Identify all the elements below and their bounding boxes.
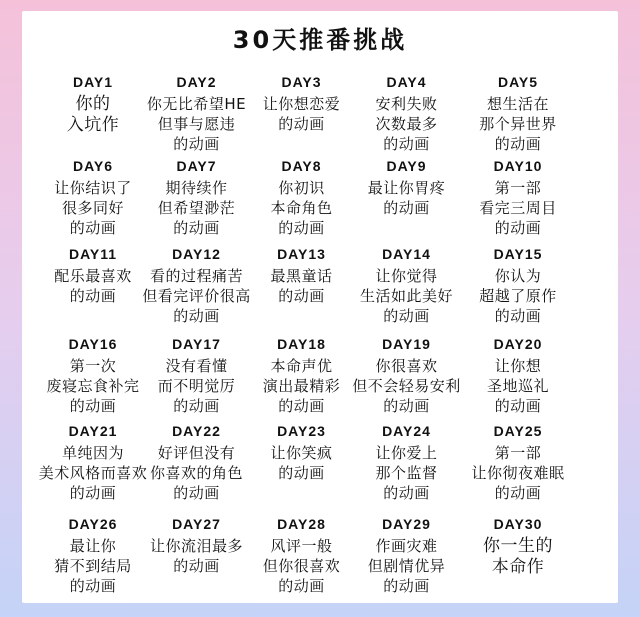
prompt-line: 你初识 [278,179,325,197]
challenge-day-card [458,158,578,246]
prompt-line: 的动画 [173,135,220,153]
prompt-line: 而不明觉厉 [157,377,236,395]
challenge-grid [38,74,578,596]
prompt-line: 超越了原作 [479,287,557,305]
prompt-line: 的动画 [383,484,430,502]
prompt-line: 让你流泪最多 [149,537,243,555]
prompt-line: 美术风格而喜欢 [38,464,148,482]
day-label: DAY23 [277,423,326,439]
prompt-line: 你认为 [494,267,542,285]
prompt-line: 的动画 [69,397,117,415]
prompt-line: 期待续作 [165,179,228,197]
prompt-line: 的动画 [173,557,220,575]
challenge-day-card [142,246,251,336]
prompt-line: 你喜欢的角色 [149,464,243,482]
day-label: DAY16 [68,336,118,352]
day-label: DAY17 [172,336,221,352]
day-label: DAY24 [382,423,431,439]
prompt-line: 废寝忘食补完 [46,377,140,395]
prompt-line: 让你觉得 [375,267,438,285]
challenge-day-card [145,423,248,516]
prompt-line: 让你笑疯 [270,444,333,462]
prompt-line: 你一生的 [483,536,553,556]
day-label: DAY4 [386,74,427,90]
day-label: DAY26 [68,516,118,532]
prompt-line: 的动画 [383,199,430,217]
day-label: DAY18 [277,336,326,352]
prompt-line: 最让你 [69,537,117,555]
prompt-line: 单纯因为 [61,444,124,462]
challenge-day-card [248,246,355,336]
prompt-line: 安利失败 [375,95,438,113]
challenge-day-card [41,336,145,423]
prompt-line: 让你想恋爱 [262,95,341,113]
day-label: DAY13 [277,246,326,262]
prompt-line: 的动画 [383,397,430,415]
prompt-line: 的动画 [494,135,542,153]
prompt-line: 猜不到结局 [54,557,132,575]
challenge-day-card [355,158,458,246]
prompt-line: 的动画 [494,397,542,415]
day-label: DAY6 [72,158,114,174]
challenge-day-card [355,516,458,596]
prompt-line: 风评一般 [270,537,333,555]
prompt-line: 想生活在 [486,95,549,113]
day-label: DAY14 [382,246,431,262]
challenge-day-card [145,336,248,423]
prompt-line: 本命作 [491,557,545,577]
challenge-day-card [145,74,248,158]
day-label: DAY7 [176,158,217,174]
day-label: DAY20 [493,336,543,352]
challenge-day-card [38,423,148,516]
prompt-line: 让你想 [494,357,542,375]
day-label: DAY27 [172,516,221,532]
challenge-day-card [352,336,461,423]
prompt-line: 让你彻夜难眠 [471,464,565,482]
prompt-line: 的动画 [278,464,325,482]
prompt-line: 作画灾难 [375,537,438,555]
prompt-line: 那个异世界 [479,115,557,133]
prompt-line: 但剧情优异 [367,557,446,575]
prompt-line: 看的过程痛苦 [149,267,243,285]
prompt-line: 的动画 [69,484,117,502]
prompt-line: 次数最多 [375,115,438,133]
prompt-line: 让你爱上 [375,444,438,462]
challenge-day-card [145,516,248,596]
day-label: DAY11 [68,246,118,262]
day-label: DAY30 [493,516,543,532]
challenge-day-card [458,336,578,423]
challenge-day-card [248,158,355,246]
prompt-line: 的动画 [383,577,430,595]
prompt-line: 的动画 [494,307,542,325]
prompt-line: 但不会轻易安利 [352,377,461,395]
day-label: DAY28 [277,516,326,532]
day-label: DAY21 [68,423,118,439]
challenge-day-card [248,516,355,596]
prompt-line: 第一次 [69,357,117,375]
day-label: DAY5 [497,74,539,90]
prompt-line: 的动画 [278,115,325,133]
challenge-day-card [458,423,578,516]
prompt-line: 你无比希望HE [146,95,247,113]
prompt-line: 的动画 [383,307,430,325]
prompt-line: 但你很喜欢 [262,557,341,575]
prompt-line: 最让你胃疼 [367,179,446,197]
prompt-line: 圣地巡礼 [486,377,549,395]
prompt-line: 但看完评价很高 [142,287,251,305]
prompt-line: 的动画 [278,577,325,595]
prompt-line: 很多同好 [61,199,124,217]
challenge-day-card [355,246,458,336]
day-label: DAY8 [281,158,322,174]
prompt-line: 生活如此美好 [359,287,453,305]
prompt-line: 配乐最喜欢 [54,267,132,285]
prompt-line: 的动画 [69,577,117,595]
day-label: DAY2 [176,74,217,90]
day-label: DAY3 [281,74,322,90]
prompt-line: 本命角色 [270,199,333,217]
prompt-line: 的动画 [278,287,325,305]
challenge-day-card [248,423,355,516]
prompt-line: 的动画 [383,135,430,153]
challenge-day-card [41,74,145,158]
day-label: DAY10 [493,158,543,174]
challenge-day-card [458,74,578,158]
prompt-line: 的动画 [278,219,325,237]
day-label: DAY19 [382,336,431,352]
challenge-day-card [145,158,248,246]
prompt-line: 的动画 [173,397,220,415]
day-label: DAY29 [382,516,431,532]
prompt-line: 的动画 [69,219,117,237]
prompt-line: 本命声优 [270,357,333,375]
day-label: DAY22 [172,423,221,439]
day-label: DAY12 [172,246,221,262]
prompt-line: 第一部 [494,179,542,197]
challenge-day-card [41,516,145,596]
prompt-line: 但希望渺茫 [157,199,236,217]
day-label: DAY1 [72,74,114,90]
prompt-line: 的动画 [494,484,542,502]
challenge-day-card [355,423,458,516]
challenge-day-card [458,516,578,596]
challenge-day-card [248,74,355,158]
day-label: DAY25 [493,423,543,439]
prompt-line: 第一部 [494,444,542,462]
prompt-line: 没有看懂 [165,357,228,375]
prompt-line: 的动画 [173,307,220,325]
prompt-line: 让你结识了 [54,179,132,197]
challenge-day-card [41,246,145,336]
page-title: 30天推番挑战 [232,26,408,54]
challenge-day-card [458,246,578,336]
prompt-line: 演出最精彩 [262,377,341,395]
prompt-line: 最黑童话 [270,267,333,285]
day-label: DAY9 [386,158,427,174]
prompt-line: 的动画 [173,484,220,502]
prompt-line: 的动画 [173,219,220,237]
prompt-line: 你很喜欢 [375,357,438,375]
prompt-line: 的动画 [494,219,542,237]
challenge-day-card [248,336,355,423]
prompt-line: 入坑作 [66,115,120,135]
day-label: DAY15 [493,246,543,262]
prompt-line: 的动画 [69,287,117,305]
challenge-day-card [355,74,458,158]
prompt-line: 看完三周目 [479,199,557,217]
prompt-line: 的动画 [278,397,325,415]
challenge-day-card [41,158,145,246]
prompt-line: 那个监督 [375,464,438,482]
prompt-line: 你的 [75,94,111,114]
prompt-line: 但事与愿违 [157,115,236,133]
prompt-line: 好评但没有 [157,444,236,462]
